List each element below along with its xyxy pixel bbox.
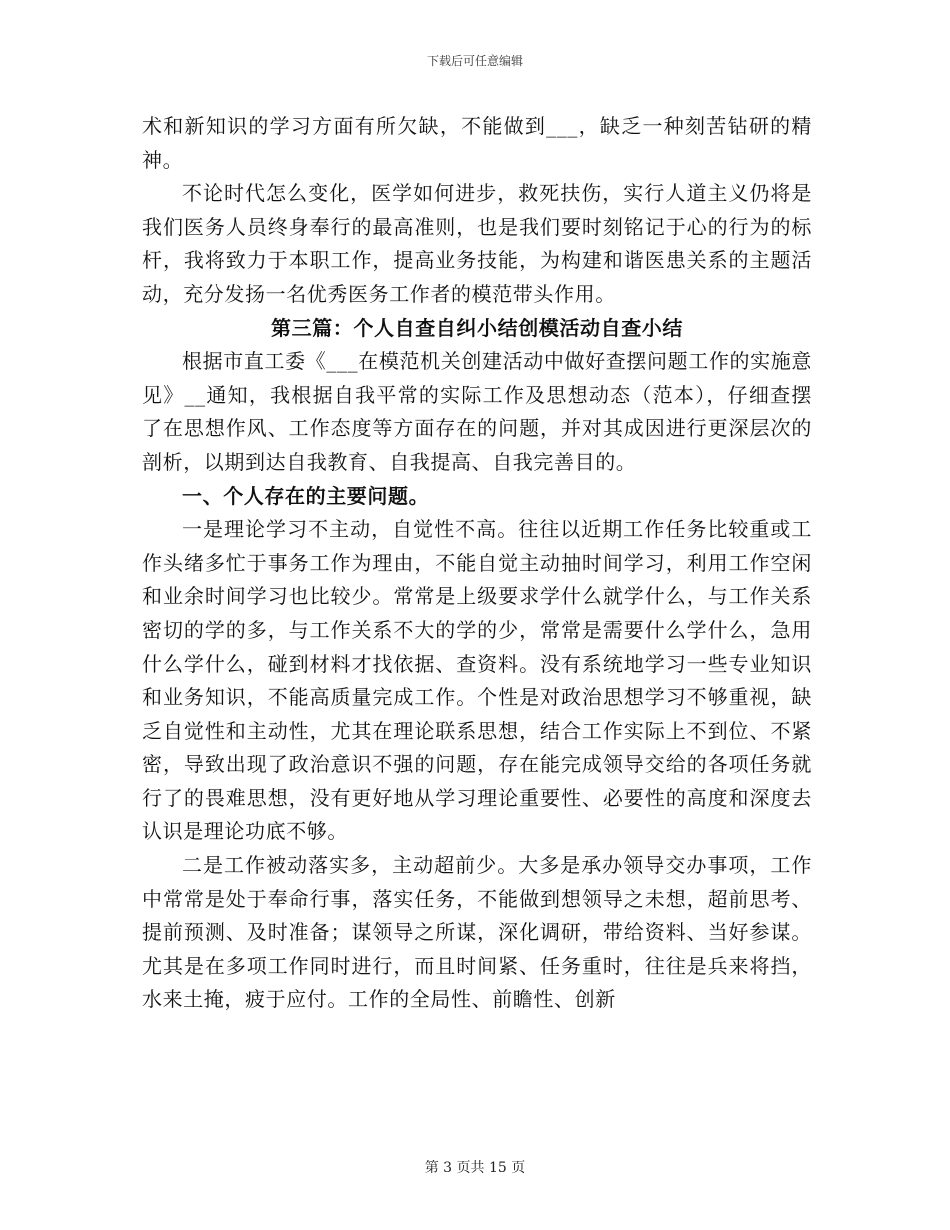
page-header: 下载后可任意编辑 xyxy=(426,54,523,68)
paragraph: 一是理论学习不主动，自觉性不高。往往以近期工作任务比较重或工作头绪多忙于事务工作为理由，不能自觉主动抽时间学习，利用工作空闲和业余时间学习也比较少。常常是上级要求学什么就学什么，与工作关系密切的学的多，与工作关系不大的学的少，常常是需要什么学什么，急用什么学什么，碰到材料才找依据、查资料。没有系统地学习一些专业知识和业务知识，不能高质量完成工作。个性是对政治思想学习不够重视，缺乏自觉性和主动性，尤其在理论联系思想，结合工作实际上不到位、不紧密，导致出现了政治意识不强的问题，存在能完成领导交给的各项任务就行了的畏难思想，没有更好地从学习理论重要性、必要性的高度和深度去认识是理论功底不够。 xyxy=(142,517,812,844)
paragraph: 根据市直工委《___在模范机关创建活动中做好查摆问题工作的实施意见》__通知，我根据自我平常的实际工作及思想动态（范本），仔细查摆了在思想作风、工作态度等方面存在的问题，并对其成因进行更深层次的剖析，以期到达自我教育、自我提高、自我完善目的。 xyxy=(142,349,812,474)
document-body xyxy=(142,110,812,1017)
section-title: 第三篇：个人自查自纠小结创模活动自查小结 xyxy=(271,315,683,340)
page-footer: 第 3 页共 15 页 xyxy=(424,1160,526,1176)
subheading: 一、个人存在的主要问题。 xyxy=(182,483,430,508)
paragraph: 不论时代怎么变化，医学如何进步，救死扶伤，实行人道主义仍将是我们医务人员终身奉行的最高准则，也是我们要时刻铭记于心的行为的标杆，我将致力于本职工作，提高业务技能，为构建和谐医患关系的主题活动，充分发扬一名优秀医务工作者的模范带头作用。 xyxy=(142,181,812,306)
paragraph-continuation: 术和新知识的学习方面有所欠缺，不能做到___，缺乏一种刻苦钻研的精神。 xyxy=(142,114,812,172)
paragraph: 二是工作被动落实多，主动超前少。大多是承办领导交办事项，工作中常常是处于奉命行事，落实任务，不能做到想领导之未想，超前思考、提前预测、及时准备；谋领导之所谋，深化调研，带给资料、当好参谋。尤其是在多项工作同时进行，而且时间紧、任务重时，往往是兵来将挡，水来土掩，疲于应付。工作的全局性、前瞻性、创新 xyxy=(142,853,812,1012)
